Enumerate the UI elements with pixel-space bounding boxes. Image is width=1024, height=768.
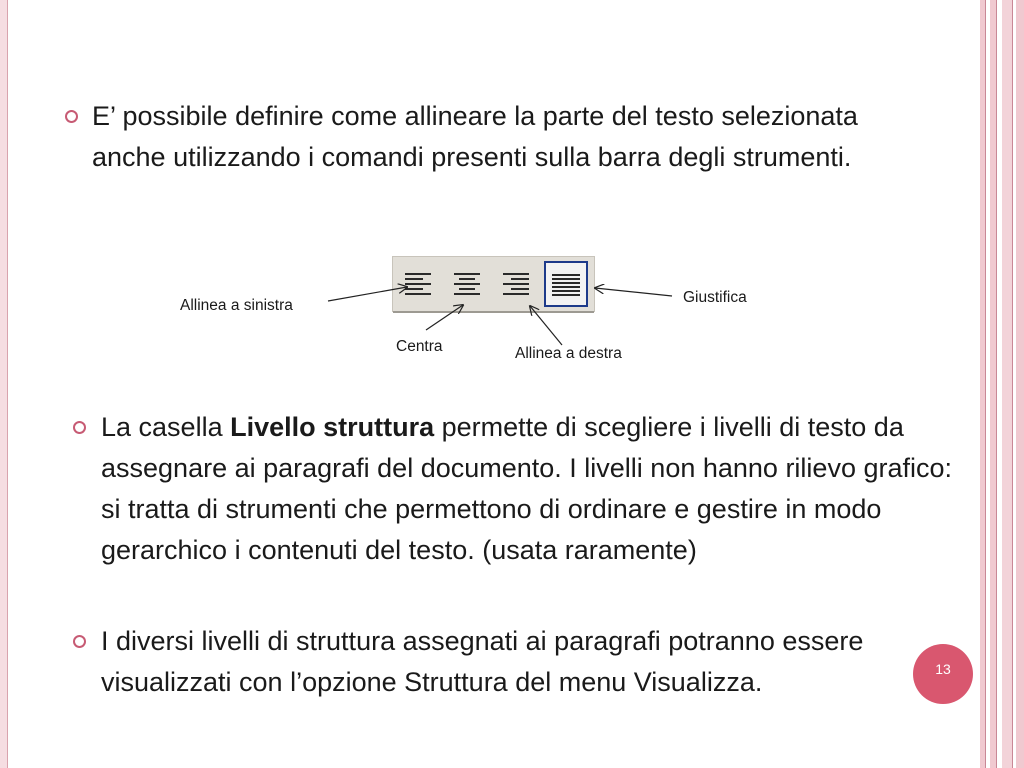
bullet-paragraph-3: I diversi livelli di struttura assegnati ai paragrafi potranno essere visualizzati con l’opzione Struttura del menu Visualizza.: [101, 626, 864, 697]
bullet-circle-icon: [73, 421, 86, 434]
bullet-paragraph-2: [101, 407, 961, 571]
bullet-circle-icon: [73, 635, 86, 648]
text-segment: permette di scegliere i livelli di testo da assegnare ai paragrafi del documento. I livelli non hanno rilievo grafico: si tratta di strumenti che permettono di ordinare e gestire in modo gerarchico i contenuti del testo. (usata raramente): [101, 412, 953, 565]
label-align-right: Allinea a destra: [515, 345, 622, 362]
arrow-justify: [595, 288, 672, 296]
arrow-left: [328, 287, 407, 301]
bold-term: Livello struttura: [230, 412, 435, 442]
label-align-left: Allinea a sinistra: [180, 297, 293, 314]
bullet-paragraph-1: E’ possibile definire come allineare la parte del testo selezionata anche utilizzando i comandi presenti sulla barra degli strumenti.: [92, 101, 858, 172]
page-number-badge: 13: [913, 644, 973, 704]
label-center: Centra: [396, 338, 443, 355]
arrow-center: [426, 305, 463, 330]
text-segment: La casella: [101, 412, 231, 442]
label-justify: Giustifica: [683, 289, 747, 306]
arrow-right: [530, 306, 562, 345]
